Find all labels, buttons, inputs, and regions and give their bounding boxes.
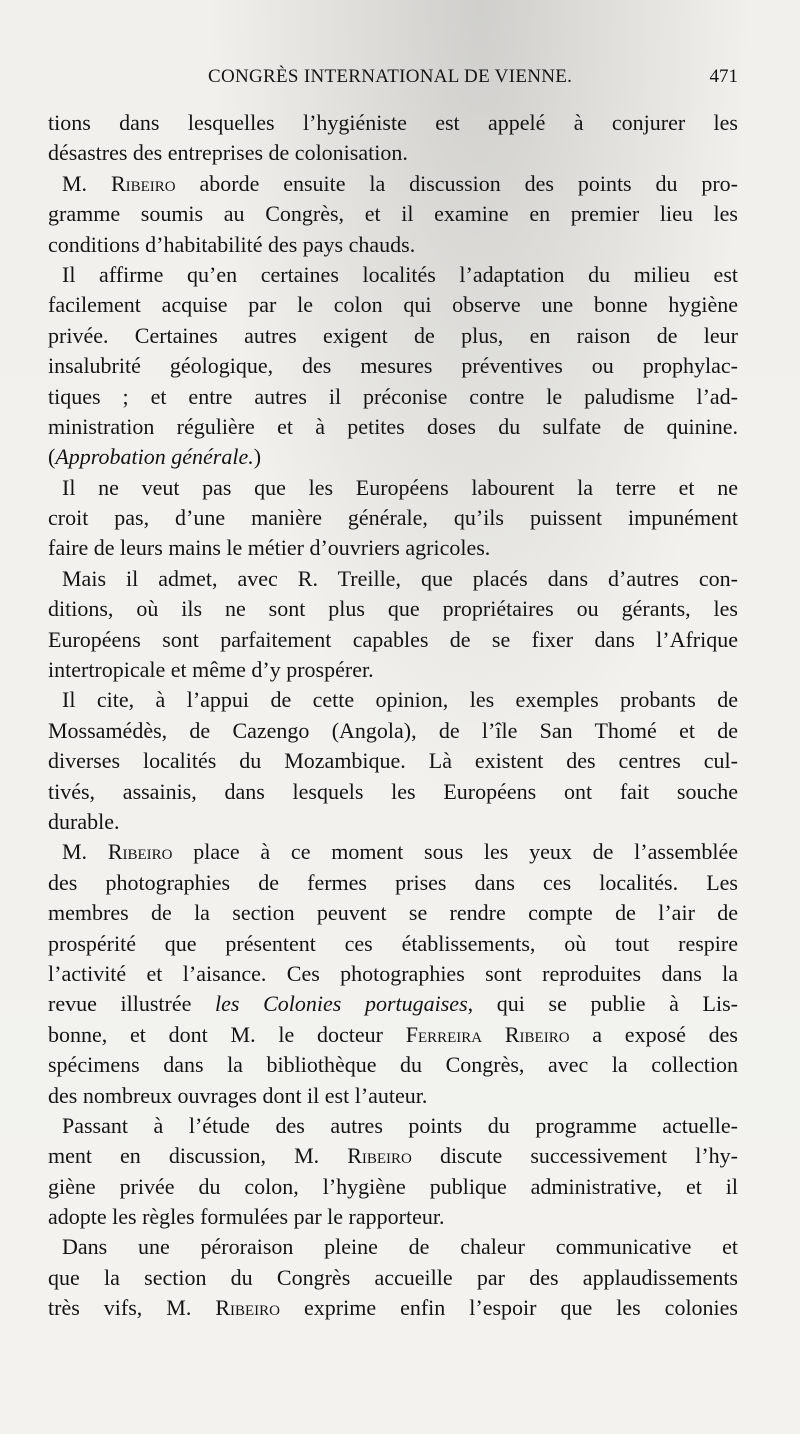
text-line: prospérité que présentent ces établissements, où tout respire — [48, 930, 738, 956]
text-span: bonne, et dont M. le docteur — [48, 1021, 406, 1047]
text-line: Dans une péroraison pleine de chaleur communicative et — [62, 1234, 738, 1260]
text-line — [48, 837, 738, 867]
text-line: croit pas, d’une manière générale, qu’ils puissent impunément — [48, 505, 738, 531]
text-line: facilement acquise par le colon qui observe une bonne hygiène — [48, 292, 738, 318]
text-line: Mossamédès, de Cazengo (Angola), de l’île San Thomé et de — [48, 717, 738, 743]
text-line: des nombreux ouvrages dont il est l’auteur. — [48, 1082, 428, 1108]
text-line: désastres des entreprises de colonisation. — [48, 140, 408, 166]
text-span: discute successivement l’hy- — [411, 1143, 738, 1169]
text-line — [48, 169, 738, 199]
text-span: ( — [48, 444, 56, 470]
text-line — [48, 442, 738, 472]
text-line: durable. — [48, 808, 120, 834]
text-line: insalubrité géologique, des mesures préventives ou prophylac- — [48, 353, 738, 379]
text-line: intertropicale et même d’y prospérer. — [48, 657, 374, 683]
body-text — [48, 108, 738, 1324]
text-line: Il cite, à l’appui de cette opinion, les exemples probants de — [62, 687, 738, 713]
text-line — [48, 989, 738, 1019]
text-line: Mais il admet, avec R. Treille, que placés dans d’autres con- — [62, 565, 738, 591]
text-line: Il affirme qu’en certaines localités l’adaptation du milieu est — [62, 261, 738, 287]
text-line: ditions, où ils ne sont plus que propriétaires ou gérants, les — [48, 596, 738, 622]
text-line: membres de la section peuvent se rendre compte de l’air de — [48, 900, 738, 926]
text-line: Passant à l’étude des autres points du programme actuelle- — [62, 1112, 738, 1138]
text-line: tiques ; et entre autres il préconise contre le paludisme l’ad- — [48, 383, 738, 409]
text-line: faire de leurs mains le métier d’ouvriers agricoles. — [48, 535, 491, 561]
text-span: aborde ensuite la discussion des points du pro- — [175, 170, 738, 196]
italic-text: les Colonies portugaises — [215, 991, 468, 1017]
italic-text: Approbation générale. — [55, 444, 254, 470]
text-line: spécimens dans la bibliothèque du Congrès, avec la collection — [48, 1052, 738, 1078]
page-number: 471 — [709, 66, 738, 87]
text-line: tions dans lesquelles l’hygiéniste est appelé à conjurer les — [48, 110, 738, 135]
text-line — [48, 1141, 738, 1171]
text-line: l’activité et l’aisance. Ces photographies sont reproduites dans la — [48, 960, 738, 986]
text-line: diverses localités du Mozambique. Là existent des centres cul- — [48, 748, 738, 774]
small-caps-name: Ribeiro — [215, 1295, 280, 1321]
text-line: conditions d’habitabilité des pays chauds. — [48, 231, 416, 257]
text-span: exprime enfin l’espoir que les colonies — [280, 1295, 738, 1321]
text-line: privée. Certaines autres exigent de plus, en raison de leur — [48, 322, 738, 348]
text-line — [48, 1020, 738, 1050]
text-line — [48, 1293, 738, 1323]
running-head — [48, 66, 738, 92]
small-caps-name: Ribeiro — [110, 170, 176, 196]
small-caps-name: Ferreira Ribeiro — [405, 1021, 570, 1047]
text-line: Européens sont parfaitement capables de se fixer dans l’Afrique — [48, 626, 738, 652]
text-line: adopte les règles formulées par le rapporteur. — [48, 1204, 445, 1230]
text-span: , qui se publie à Lis- — [467, 991, 738, 1017]
text-line: Il ne veut pas que les Européens labourent la terre et ne — [62, 474, 738, 500]
text-span: revue illustrée — [48, 991, 216, 1017]
text-line: giène privée du colon, l’hygiène publique administrative, et il — [48, 1173, 738, 1199]
text-line: que la section du Congrès accueille par des applaudissements — [48, 1264, 738, 1290]
text-span: place à ce moment sous les yeux de l’assemblée — [172, 839, 739, 865]
text-span: M. — [62, 839, 108, 865]
header-title: CONGRÈS INTERNATIONAL DE VIENNE. — [208, 66, 573, 87]
small-caps-name: Ribeiro — [347, 1143, 412, 1169]
text-span: M. — [62, 170, 111, 196]
text-line: ministration régulière et à petites doses du sulfate de quinine. — [48, 413, 738, 439]
text-span: ment en discussion, M. — [48, 1143, 348, 1169]
text-line: tivés, assainis, dans lesquels les Européens ont fait souche — [48, 778, 738, 804]
text-span: ) — [253, 444, 262, 470]
text-span: très vifs, M. — [48, 1295, 216, 1321]
small-caps-name: Ribeiro — [107, 839, 173, 865]
text-span: a exposé des — [569, 1021, 738, 1047]
text-line: gramme soumis au Congrès, et il examine en premier lieu les — [48, 201, 738, 227]
text-line: des photographies de fermes prises dans ces localités. Les — [48, 869, 738, 895]
